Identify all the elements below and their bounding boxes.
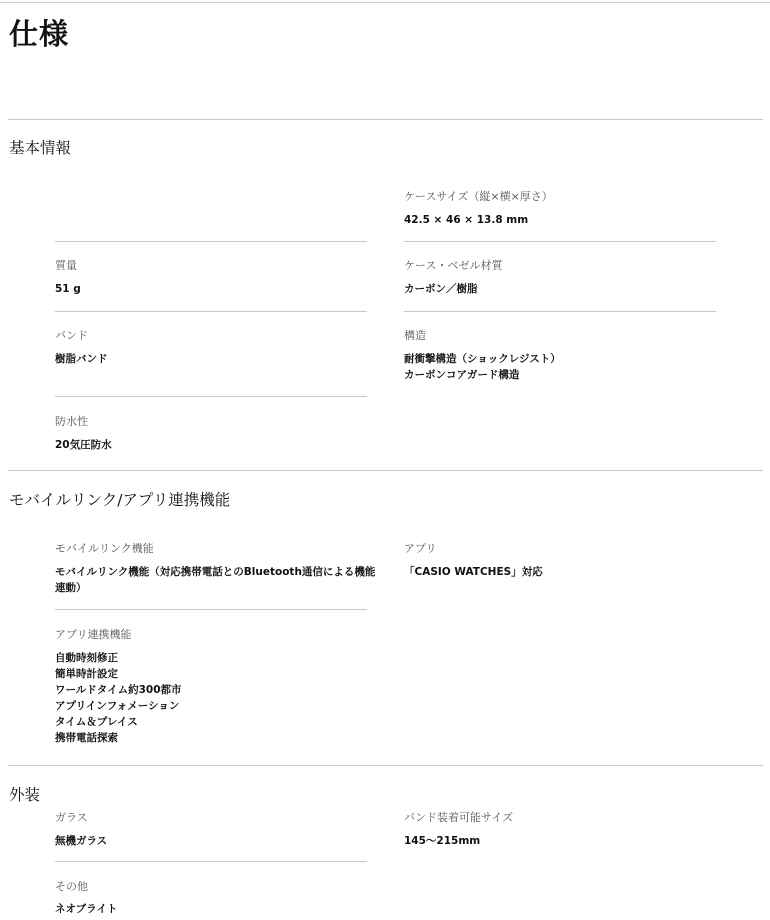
band-size-label: バンド装着可能サイズ xyxy=(404,811,514,824)
section-divider-exterior xyxy=(8,765,763,766)
section-title-exterior: 外装 xyxy=(9,786,41,804)
app-features-value xyxy=(55,650,182,746)
mobile-link-line: モバイルリンク機能（対応携帯電話とのBluetooth通信による機能 xyxy=(55,566,376,578)
item-divider xyxy=(55,609,367,610)
band-label: バンド xyxy=(55,329,88,342)
app-feature-item: 携帯電話探索 xyxy=(55,732,118,744)
app-feature-item: アプリインフォメーション xyxy=(55,700,180,712)
structure-label: 構造 xyxy=(404,329,426,342)
app-feature-item: タイム＆プレイス xyxy=(55,716,138,728)
app-feature-item: 自動時刻修正 xyxy=(55,652,118,664)
structure-line: カーボンコアガード構造 xyxy=(404,369,520,381)
section-title-mobile: モバイルリンク/アプリ連携機能 xyxy=(9,491,231,509)
item-divider xyxy=(55,241,367,242)
section-title-basic: 基本情報 xyxy=(9,139,72,157)
item-divider xyxy=(55,861,367,862)
structure-value xyxy=(404,351,561,383)
app-label: アプリ xyxy=(404,542,437,555)
page-title: 仕様 xyxy=(9,17,70,51)
band-size-value: 145〜215mm xyxy=(404,835,481,847)
item-divider xyxy=(55,396,367,397)
mobile-link-line: 連動） xyxy=(55,582,87,594)
weight-label: 質量 xyxy=(55,259,77,272)
app-feature-item: ワールドタイム約300都市 xyxy=(55,684,182,696)
band-value: 樹脂バンド xyxy=(55,353,108,365)
case-material-value: カーボン／樹脂 xyxy=(404,283,478,295)
item-divider xyxy=(404,311,716,312)
item-divider xyxy=(55,311,367,312)
other-value: ネオブライト xyxy=(55,903,118,915)
case-size-label: ケースサイズ（縦×横×厚さ） xyxy=(404,190,553,203)
structure-line: 耐衝撃構造（ショックレジスト） xyxy=(404,353,561,365)
app-features-label: アプリ連携機能 xyxy=(55,628,132,641)
water-resistance-value: 20気圧防水 xyxy=(55,439,112,451)
section-divider-mobile xyxy=(8,470,763,471)
glass-value: 無機ガラス xyxy=(55,835,108,847)
app-feature-item: 簡単時計設定 xyxy=(55,668,118,680)
case-material-label: ケース・ベゼル材質 xyxy=(404,259,503,272)
weight-value: 51 g xyxy=(55,283,81,295)
case-size-value: 42.5 × 46 × 13.8 mm xyxy=(404,214,529,226)
app-value: 「CASIO WATCHES」対応 xyxy=(404,566,543,578)
other-label: その他 xyxy=(55,880,88,893)
mobile-link-label: モバイルリンク機能 xyxy=(55,542,154,555)
section-divider-basic xyxy=(8,119,763,120)
top-divider xyxy=(0,2,770,3)
water-resistance-label: 防水性 xyxy=(55,415,88,428)
mobile-link-value xyxy=(55,564,375,596)
item-divider xyxy=(404,241,716,242)
glass-label: ガラス xyxy=(55,811,88,824)
